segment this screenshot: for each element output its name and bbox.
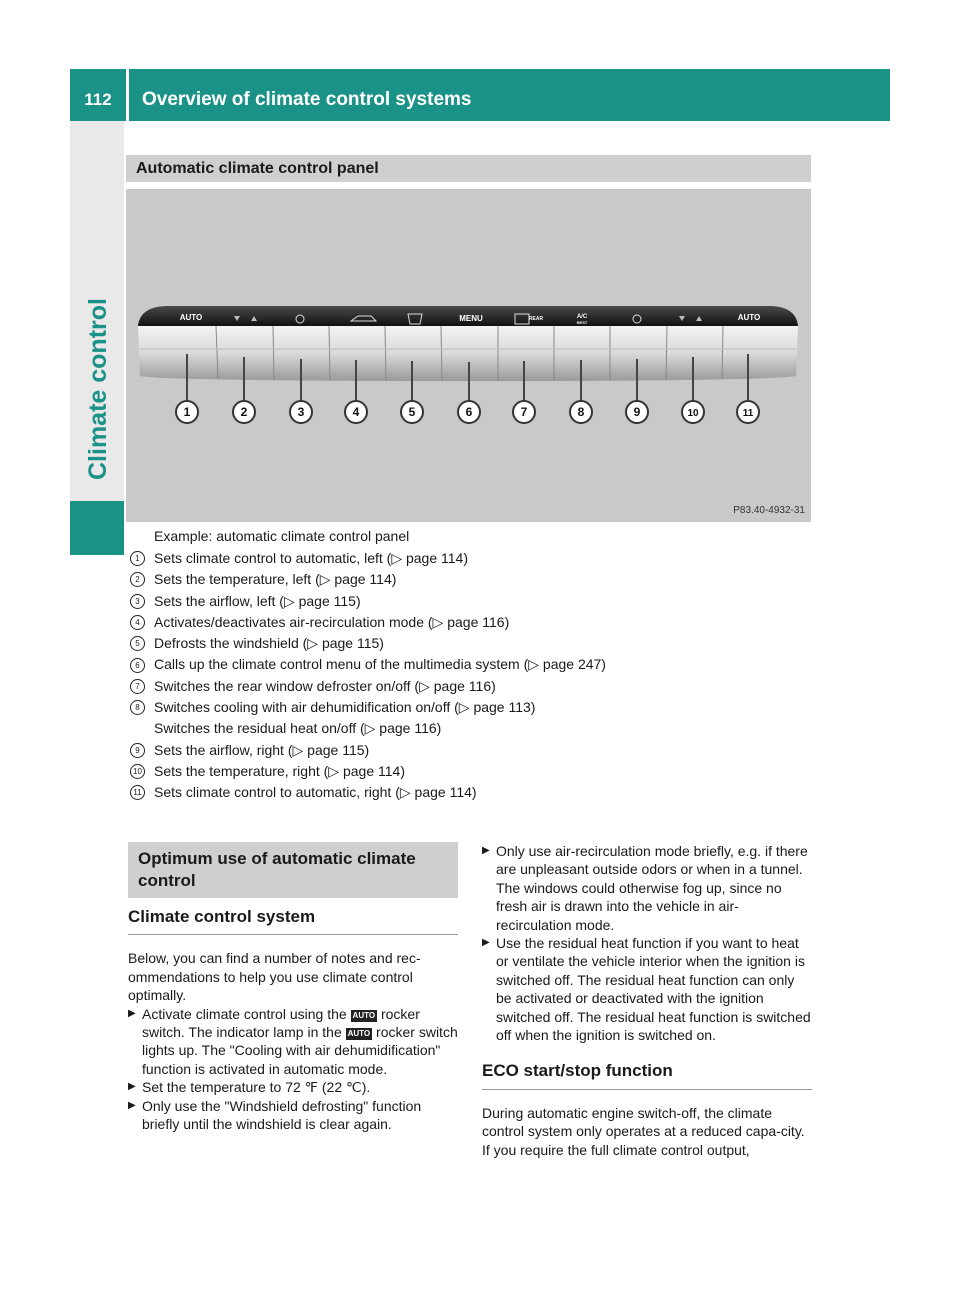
bullet-item xyxy=(128,1078,458,1096)
intro-paragraph: Below, you can find a number of notes and rec-ommendations to help you use climate control optimally. xyxy=(128,950,421,1004)
bullet-marker: ▶ xyxy=(128,1007,136,1019)
legend-item xyxy=(130,612,820,633)
bullet-text: Only use the "Windshield defrosting" function briefly until the windshield is clear again. xyxy=(142,1097,422,1133)
legend-item xyxy=(130,548,820,569)
callout-label: 9 xyxy=(633,405,641,419)
legend-number: 9 xyxy=(130,743,145,758)
legend-text: Switches cooling with air dehumidification on/off (▷ page 113) xyxy=(154,699,536,716)
auto-button-icon: AUTO xyxy=(347,1029,371,1039)
subheading: ECO start/stop function xyxy=(482,1062,812,1089)
button-label-ac: A/C xyxy=(576,314,588,320)
legend-item xyxy=(130,569,820,590)
button-label-auto-left: AUTO xyxy=(179,313,203,322)
bullet-text: Set the temperature to 72 ℉ (22 ℃). xyxy=(142,1079,371,1096)
bullet-item xyxy=(128,1097,458,1134)
callout-label: 11 xyxy=(742,408,754,419)
legend-text: Sets the airflow, left (▷ page 115) xyxy=(154,592,361,609)
callout-label: 3 xyxy=(297,405,305,419)
bullet-text: rocker switch. The indicator lamp in the xyxy=(142,1005,420,1041)
climate-panel-illustration xyxy=(126,189,811,522)
side-tab-label: Climate control xyxy=(84,298,112,480)
legend-number: 6 xyxy=(130,658,145,673)
legend-list xyxy=(130,548,820,804)
side-tab-marker xyxy=(70,501,124,555)
callout-label: 4 xyxy=(352,405,360,419)
bullet-marker: ▶ xyxy=(128,1081,136,1093)
legend-text: Sets the temperature, right (▷ page 114) xyxy=(154,762,405,779)
page-header xyxy=(70,69,890,121)
legend-item xyxy=(130,633,820,654)
button-label-menu: MENU xyxy=(459,314,483,323)
section-title-bar xyxy=(128,842,458,898)
bullet-text: Use the residual heat function if you want to heat or ventilate the vehicle interior when the ignition is switched off. The residual heat function can only be activated or deactivated with the ignition switched off. The residual heat function is switched off when the ignition is switched on. xyxy=(496,935,811,1044)
header-divider xyxy=(126,69,129,121)
legend-continuation: Switches the residual heat on/off (▷ page 116) xyxy=(154,720,442,737)
legend-number: 8 xyxy=(130,700,145,715)
legend-text: Calls up the climate control menu of the multimedia system (▷ page 247) xyxy=(154,656,606,673)
legend-number: 1 xyxy=(130,551,145,566)
section-title: Automatic climate control panel xyxy=(136,160,379,177)
section-title-bar xyxy=(126,155,811,182)
legend-number: 4 xyxy=(130,615,145,630)
chapter-title: Overview of climate control systems xyxy=(142,89,472,110)
paragraph: During automatic engine switch-off, the climate control system only operates at a reduced capa-city. If you require the full climate control output, xyxy=(482,1104,805,1158)
right-column xyxy=(482,842,812,1159)
legend-number: 7 xyxy=(130,679,145,694)
legend-item xyxy=(130,697,820,718)
legend-number: 11 xyxy=(130,785,145,800)
callout-label: 10 xyxy=(687,408,699,419)
climate-panel-figure xyxy=(126,189,811,522)
legend-item xyxy=(130,676,820,697)
legend-text: Sets the airflow, right (▷ page 115) xyxy=(154,741,370,758)
button-label-rest: REST xyxy=(576,320,588,325)
subheading: Climate control system xyxy=(128,908,458,935)
bullet-marker: ▶ xyxy=(482,937,490,949)
legend-item xyxy=(130,761,820,782)
left-column xyxy=(128,842,458,1133)
legend-text: Defrosts the windshield (▷ page 115) xyxy=(154,635,384,652)
callout-label: 2 xyxy=(240,405,248,419)
legend-item xyxy=(130,654,820,675)
legend-number: 2 xyxy=(130,572,145,587)
legend-number: 3 xyxy=(130,594,145,609)
legend-number: 10 xyxy=(130,764,145,779)
bullet-text: Only use air-recirculation mode briefly, e.g. if there are unpleasant outside odors or when in a tunnel. The windows could otherwise fog up, since no fresh air is drawn into the vehicle in air-recirculation mode. xyxy=(496,843,808,933)
legend-item xyxy=(130,591,820,612)
button-label-auto-right: AUTO xyxy=(737,313,761,322)
legend-text: Sets climate control to automatic, right (▷ page 114) xyxy=(154,784,477,801)
callout-label: 5 xyxy=(408,405,416,419)
bullet-item xyxy=(482,842,812,934)
legend-item xyxy=(130,740,820,761)
callout-label: 8 xyxy=(577,405,585,419)
bullet-text: Activate climate control using the xyxy=(142,1005,347,1022)
legend-text: Sets climate control to automatic, left (▷ page 114) xyxy=(154,550,468,566)
bullet-marker: ▶ xyxy=(482,845,490,856)
callout-label: 7 xyxy=(520,405,528,419)
legend-text: Switches the rear window defroster on/off (▷ page 116) xyxy=(154,677,496,694)
legend-text: Sets the temperature, left (▷ page 114) xyxy=(154,571,397,588)
bullet-marker: ▶ xyxy=(128,1099,136,1111)
bullet-item xyxy=(482,934,812,1044)
legend-text: Activates/deactivates air-recirculation mode (▷ page 116) xyxy=(154,613,510,630)
legend-number: 5 xyxy=(130,636,145,651)
section-title-line1: Optimum use of automatic climate xyxy=(138,849,416,868)
bullet-text: rocker switch lights up. The "Cooling with air dehumidification" function is activated in automatic mode. xyxy=(142,1024,458,1077)
page-number: 112 xyxy=(84,90,112,109)
figure-code: P83.40-4932-31 xyxy=(733,505,805,516)
figure-caption: Example: automatic climate control panel xyxy=(154,528,410,544)
bullet-item xyxy=(128,1005,458,1079)
section-title-line2: control xyxy=(138,871,196,890)
callout-label: 1 xyxy=(183,405,191,419)
callout-label: 6 xyxy=(465,405,473,419)
auto-button-icon: AUTO xyxy=(352,1010,376,1020)
legend-item xyxy=(130,782,820,803)
button-label-rear: REAR xyxy=(528,316,544,322)
